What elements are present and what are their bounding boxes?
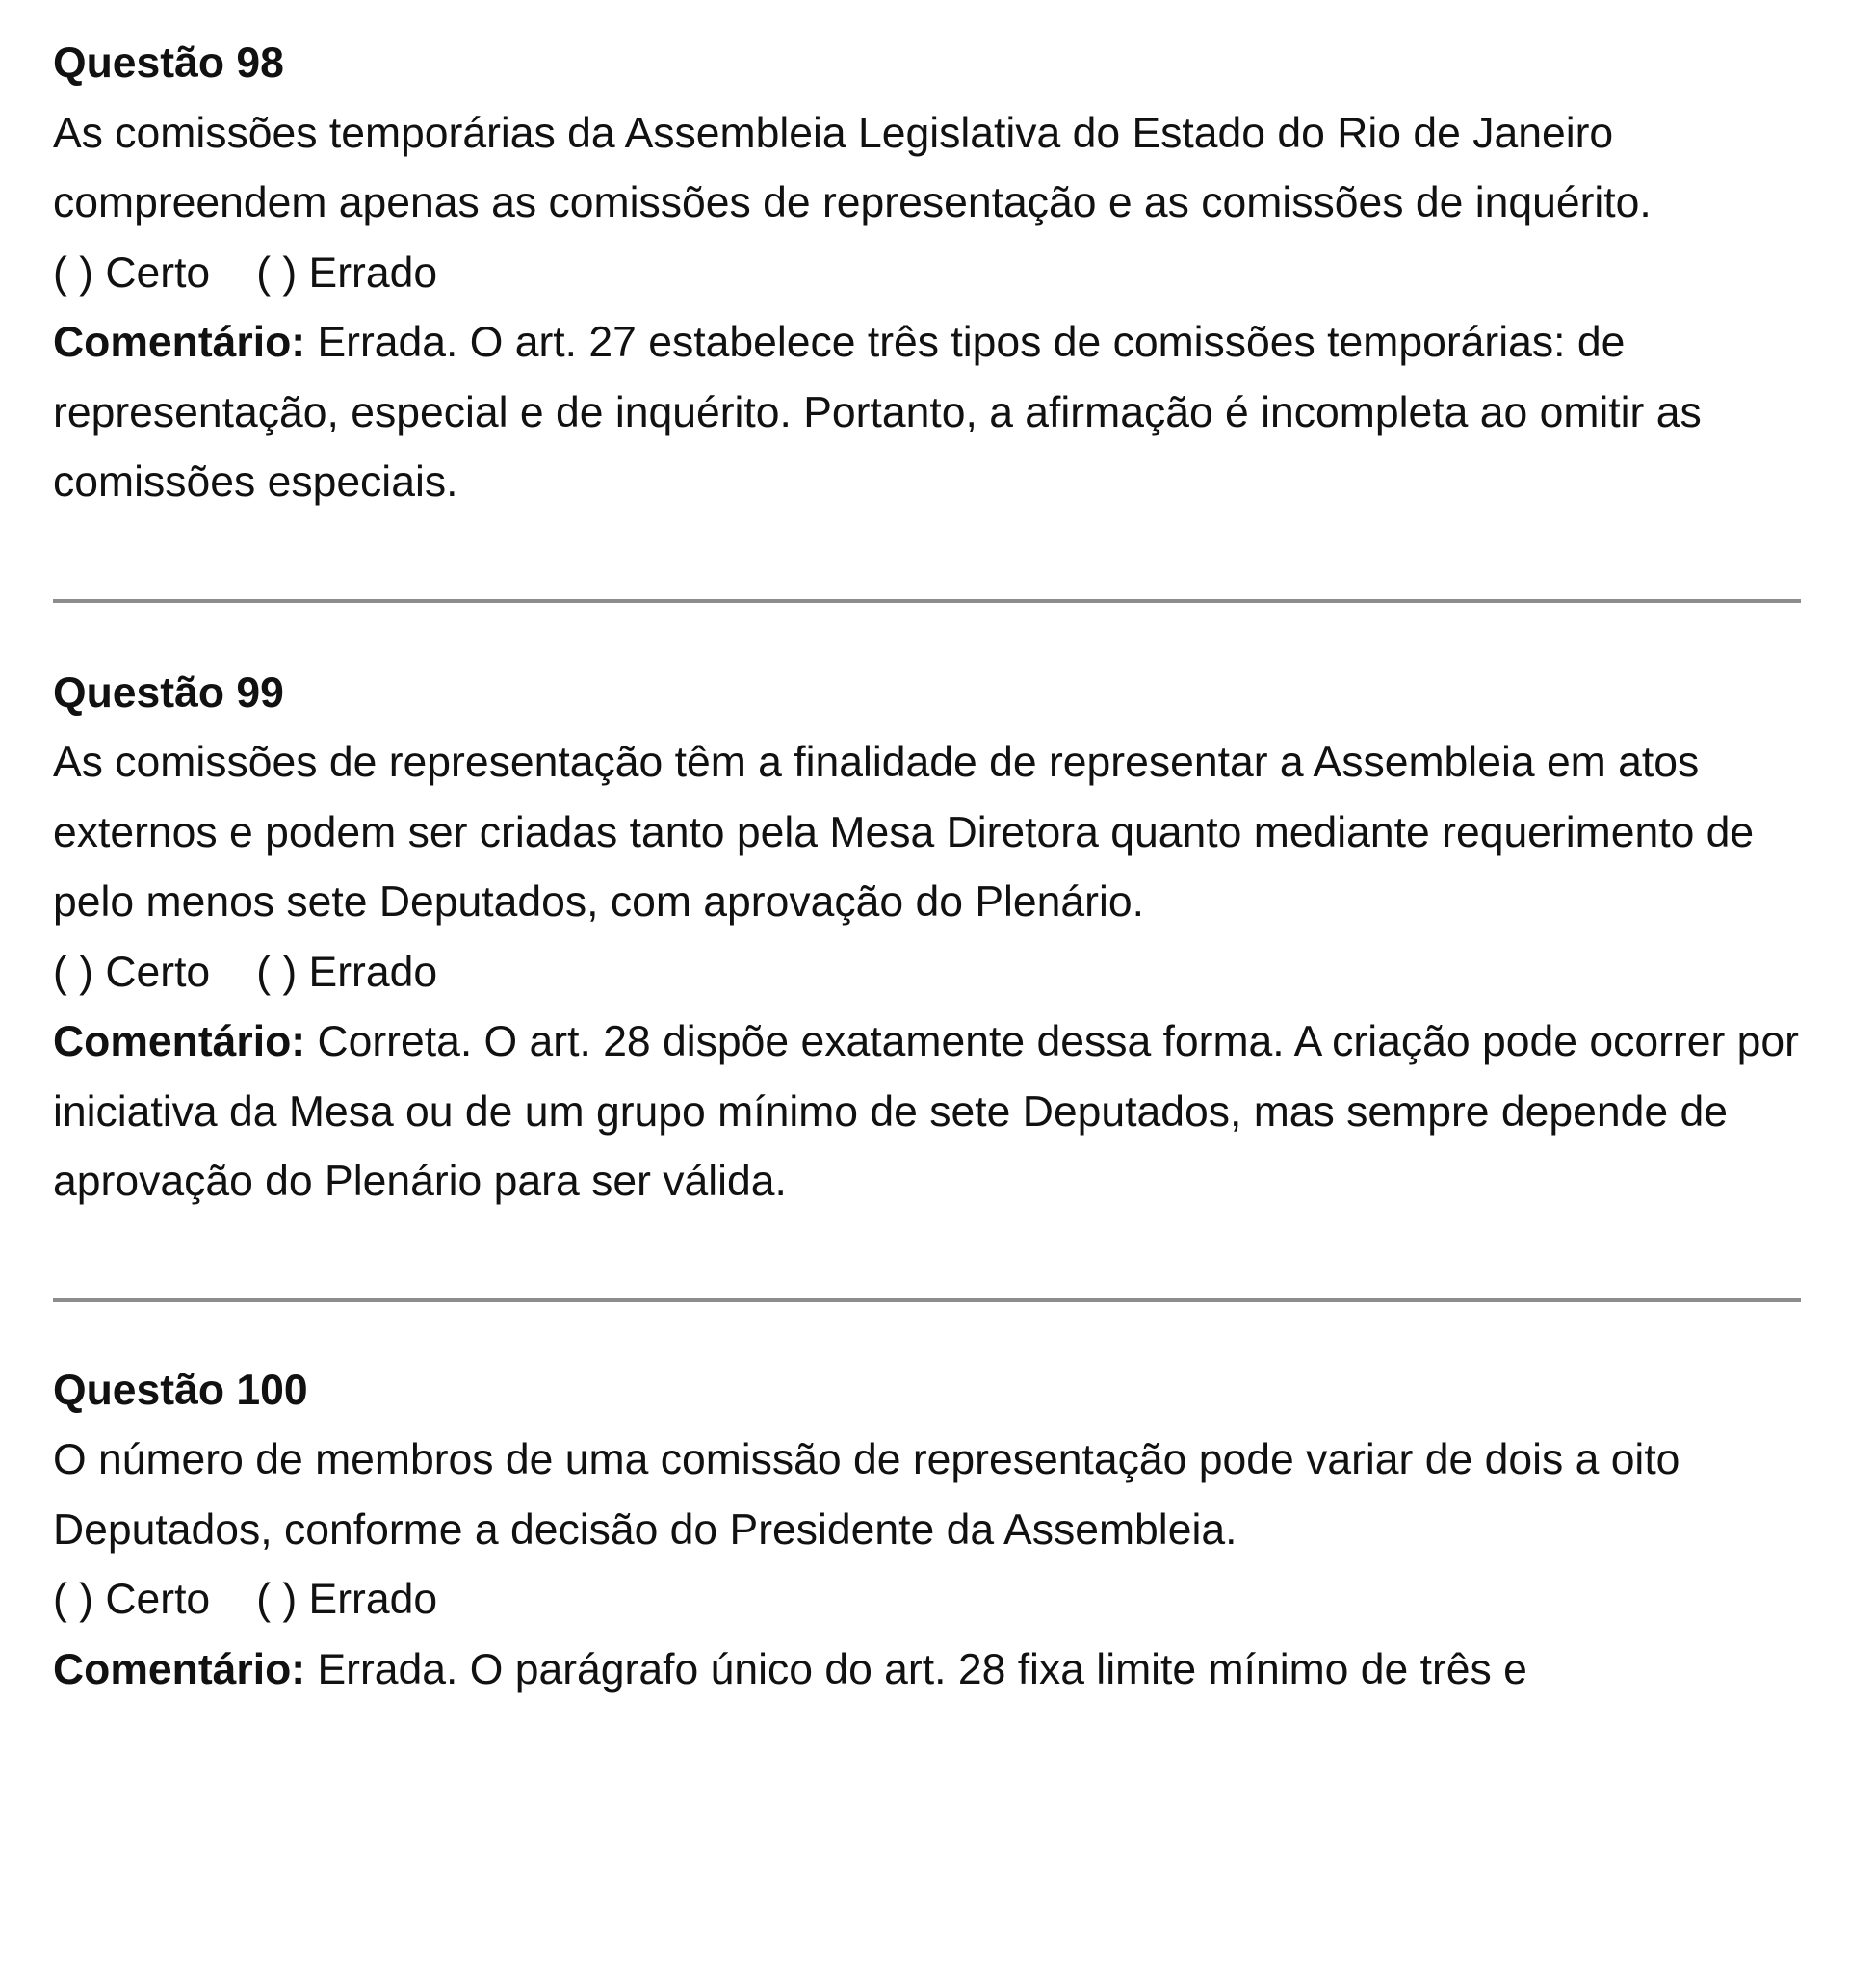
option-errado[interactable]: ( ) Errado bbox=[256, 1576, 438, 1623]
question-title: Questão 100 bbox=[53, 1366, 308, 1414]
question-99 bbox=[53, 659, 1801, 1217]
answer-options bbox=[53, 239, 1801, 309]
answer-options bbox=[53, 938, 1801, 1008]
option-certo[interactable]: ( ) Certo bbox=[53, 1576, 211, 1623]
document-page bbox=[53, 29, 1801, 1705]
section-divider bbox=[53, 599, 1801, 603]
question-title: Questão 99 bbox=[53, 668, 284, 717]
section-divider bbox=[53, 1298, 1801, 1302]
comment-label: Comentário: bbox=[53, 319, 306, 366]
option-errado[interactable]: ( ) Errado bbox=[256, 248, 438, 297]
question-statement: As comissões temporárias da Assembleia Legislativa do Estado do Rio de Janeiro compreendem apenas as comissões de representação e as comissões de inquérito. bbox=[53, 109, 1652, 226]
question-100 bbox=[53, 1356, 1801, 1706]
comment bbox=[53, 1007, 1801, 1217]
comment bbox=[53, 1635, 1801, 1706]
comment-text: Errada. O art. 27 estabelece três tipos de comissões temporárias: de representação, especial e de inquérito. Portanto, a afirmação é incompleta ao omitir as comissões especiais. bbox=[53, 319, 1702, 506]
question-title: Questão 98 bbox=[53, 39, 284, 87]
option-errado[interactable]: ( ) Errado bbox=[256, 948, 438, 996]
option-certo[interactable]: ( ) Certo bbox=[53, 248, 211, 297]
comment-text: Correta. O art. 28 dispõe exatamente dessa forma. A criação pode ocorrer por iniciativa da Mesa ou de um grupo mínimo de sete Deputados, mas sempre depende de aprovação do Plenário para ser válida. bbox=[53, 1018, 1799, 1205]
comment bbox=[53, 308, 1801, 518]
comment-label: Comentário: bbox=[53, 1018, 306, 1065]
question-statement: As comissões de representação têm a finalidade de representar a Assembleia em atos externos e podem ser criadas tanto pela Mesa Diretora quanto mediante requerimento de pelo menos sete Deputados, com aprovação do Plenário. bbox=[53, 739, 1755, 926]
comment-text: Errada. O parágrafo único do art. 28 fixa limite mínimo de três e bbox=[305, 1645, 1527, 1693]
answer-options bbox=[53, 1565, 1801, 1635]
question-statement: O número de membros de uma comissão de representação pode variar de dois a oito Deputados, conforme a decisão do Presidente da Assembleia. bbox=[53, 1436, 1680, 1554]
question-98 bbox=[53, 29, 1801, 518]
comment-label: Comentário: bbox=[53, 1645, 306, 1693]
option-certo[interactable]: ( ) Certo bbox=[53, 948, 211, 996]
